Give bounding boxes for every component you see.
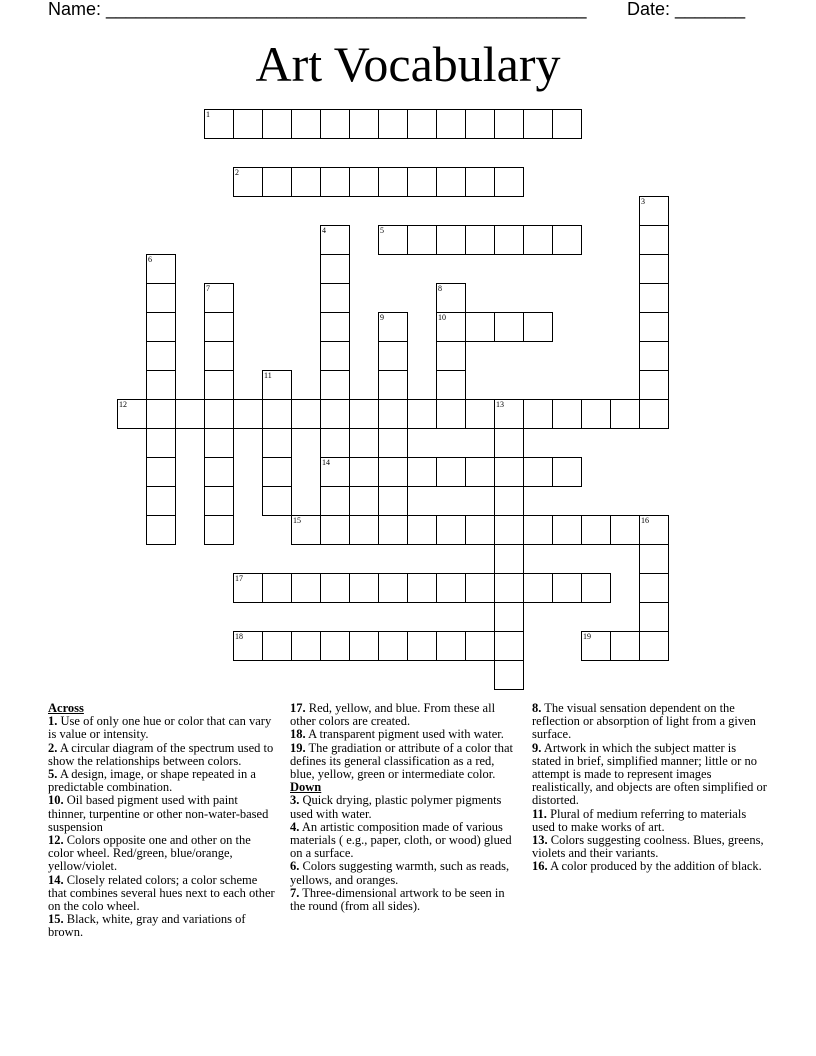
grid-cell[interactable] — [378, 573, 408, 603]
grid-cell[interactable] — [494, 428, 524, 458]
grid-cell[interactable] — [639, 225, 669, 255]
clue-across-17: 17. Red, yellow, and blue. From these all other colors are created. — [290, 701, 496, 729]
grid-cell[interactable] — [262, 370, 292, 400]
grid-cell[interactable] — [436, 573, 466, 603]
grid-cell[interactable] — [146, 428, 176, 458]
grid-cell[interactable] — [378, 515, 408, 545]
grid-cell[interactable] — [233, 167, 263, 197]
grid-cell[interactable] — [494, 109, 524, 139]
grid-cell[interactable] — [320, 283, 350, 313]
grid-cell[interactable] — [320, 486, 350, 516]
grid-cell[interactable] — [610, 399, 640, 429]
grid-cell[interactable] — [436, 225, 466, 255]
grid-cell[interactable] — [523, 225, 553, 255]
grid-cell[interactable] — [233, 109, 263, 139]
grid-cell[interactable] — [378, 312, 408, 342]
grid-cell[interactable] — [349, 631, 379, 661]
cell-number: 1 — [206, 110, 210, 119]
grid-cell[interactable] — [494, 631, 524, 661]
grid-cell[interactable] — [639, 544, 669, 574]
grid-cell[interactable] — [465, 573, 495, 603]
grid-cell[interactable] — [610, 515, 640, 545]
grid-cell[interactable] — [639, 312, 669, 342]
grid-cell[interactable] — [378, 486, 408, 516]
grid-cell[interactable] — [465, 631, 495, 661]
grid-cell[interactable] — [436, 631, 466, 661]
grid-cell[interactable] — [407, 167, 437, 197]
grid-cell[interactable] — [523, 515, 553, 545]
grid-cell[interactable] — [204, 515, 234, 545]
grid-cell[interactable] — [523, 573, 553, 603]
grid-cell[interactable] — [262, 631, 292, 661]
grid-cell[interactable] — [407, 225, 437, 255]
grid-cell[interactable] — [523, 399, 553, 429]
clue-across-19: 19. The gradiation or attribute of a color that defines its general classification as a red, blue, yellow, green or intermediate color. — [290, 740, 513, 782]
cell-number: 9 — [380, 313, 384, 322]
grid-cell[interactable] — [291, 573, 321, 603]
grid-cell[interactable] — [494, 573, 524, 603]
grid-cell[interactable] — [146, 515, 176, 545]
grid-cell[interactable] — [204, 283, 234, 313]
grid-cell[interactable] — [436, 283, 466, 313]
grid-cell[interactable] — [262, 428, 292, 458]
cell-number: 6 — [148, 255, 152, 264]
clue-down-7: 7. Three-dimensional artwork to be seen in the round (from all sides). — [290, 885, 505, 914]
grid-cell[interactable] — [291, 167, 321, 197]
grid-cell[interactable] — [320, 225, 350, 255]
grid-cell[interactable] — [320, 312, 350, 342]
grid-cell[interactable] — [233, 573, 263, 603]
grid-cell[interactable] — [552, 225, 582, 255]
grid-cell[interactable] — [407, 457, 437, 487]
grid-cell[interactable] — [349, 167, 379, 197]
grid-cell[interactable] — [146, 283, 176, 313]
grid-cell[interactable] — [436, 457, 466, 487]
cell-number: 5 — [380, 226, 384, 235]
grid-cell[interactable] — [204, 341, 234, 371]
clue-across-14: 14. Closely related colors; a color scheme that combines several hues next to each other on the colo wheel. — [48, 872, 275, 914]
clue-down-13: 13. Colors suggesting coolness. Blues, greens, violets and their variants. — [532, 833, 764, 861]
grid-cell[interactable] — [465, 225, 495, 255]
grid-cell[interactable] — [378, 167, 408, 197]
grid-cell[interactable] — [552, 573, 582, 603]
grid-cell[interactable] — [581, 573, 611, 603]
grid-cell[interactable] — [349, 573, 379, 603]
cell-number: 7 — [206, 284, 210, 293]
grid-cell[interactable] — [378, 428, 408, 458]
grid-cell[interactable] — [436, 370, 466, 400]
clue-down-11: 11. Plural of medium referring to materials used to make works of art. — [532, 806, 747, 834]
grid-cell[interactable] — [436, 109, 466, 139]
grid-cell[interactable] — [146, 254, 176, 284]
clue-down-9: 9. Artwork in which the subject matter is stated in brief, simplified manner; little or no attempt is made to represent images realistically, and objects are often simplified or distorted. — [532, 740, 767, 808]
clue-column-1 — [48, 702, 278, 940]
grid-cell[interactable] — [581, 515, 611, 545]
grid-cell[interactable] — [523, 312, 553, 342]
grid-cell[interactable] — [639, 254, 669, 284]
cell-number: 4 — [322, 226, 326, 235]
grid-cell[interactable] — [494, 544, 524, 574]
grid-cell[interactable] — [639, 573, 669, 603]
grid-cell[interactable] — [581, 631, 611, 661]
grid-cell[interactable] — [639, 370, 669, 400]
grid-cell[interactable] — [204, 312, 234, 342]
grid-cell[interactable] — [262, 167, 292, 197]
grid-cell[interactable] — [233, 399, 263, 429]
grid-cell[interactable] — [320, 457, 350, 487]
grid-cell[interactable] — [146, 399, 176, 429]
grid-cell[interactable] — [494, 312, 524, 342]
grid-cell[interactable] — [320, 428, 350, 458]
grid-cell[interactable] — [262, 399, 292, 429]
grid-cell[interactable] — [204, 428, 234, 458]
grid-cell[interactable] — [320, 254, 350, 284]
grid-cell[interactable] — [291, 109, 321, 139]
grid-cell[interactable] — [465, 515, 495, 545]
grid-cell[interactable] — [407, 573, 437, 603]
grid-cell[interactable] — [552, 399, 582, 429]
grid-cell[interactable] — [465, 167, 495, 197]
grid-cell[interactable] — [320, 370, 350, 400]
grid-cell[interactable] — [117, 399, 147, 429]
grid-cell[interactable] — [262, 573, 292, 603]
grid-cell[interactable] — [349, 457, 379, 487]
grid-cell[interactable] — [146, 312, 176, 342]
grid-cell[interactable] — [407, 109, 437, 139]
grid-cell[interactable] — [639, 399, 669, 429]
clue-across-15: 15. Black, white, gray and variations of brown. — [48, 912, 246, 940]
grid-cell[interactable] — [639, 196, 669, 226]
grid-cell[interactable] — [494, 486, 524, 516]
grid-cell[interactable] — [378, 225, 408, 255]
grid-cell[interactable] — [494, 399, 524, 429]
grid-cell[interactable] — [378, 370, 408, 400]
grid-cell[interactable] — [639, 341, 669, 371]
grid-cell[interactable] — [204, 109, 234, 139]
grid-cell[interactable] — [436, 399, 466, 429]
grid-cell[interactable] — [320, 631, 350, 661]
grid-cell[interactable] — [262, 457, 292, 487]
cell-number: 17 — [235, 574, 243, 583]
grid-cell[interactable] — [552, 109, 582, 139]
grid-cell[interactable] — [552, 515, 582, 545]
clue-down-3: 3. Quick drying, plastic polymer pigments used with water. — [290, 793, 502, 821]
grid-cell[interactable] — [639, 631, 669, 661]
grid-cell[interactable] — [146, 457, 176, 487]
grid-cell[interactable] — [146, 486, 176, 516]
grid-cell[interactable] — [581, 399, 611, 429]
cell-number: 11 — [264, 371, 272, 380]
grid-cell[interactable] — [494, 515, 524, 545]
cell-number: 3 — [641, 197, 645, 206]
clue-across-12: 12. Colors opposite one and other on the color wheel. Red/green, blue/orange, yellow/violet. — [48, 833, 251, 874]
grid-cell[interactable] — [320, 167, 350, 197]
grid-cell[interactable] — [349, 515, 379, 545]
clue-across-18: 18. A transparent pigment used with water. — [290, 727, 504, 742]
grid-cell[interactable] — [552, 457, 582, 487]
grid-cell[interactable] — [436, 312, 466, 342]
grid-cell[interactable] — [320, 399, 350, 429]
grid-cell[interactable] — [204, 486, 234, 516]
grid-cell[interactable] — [465, 312, 495, 342]
cell-number: 13 — [496, 400, 504, 409]
cell-number: 8 — [438, 284, 442, 293]
grid-cell[interactable] — [378, 399, 408, 429]
grid-cell[interactable] — [320, 573, 350, 603]
grid-cell[interactable] — [349, 399, 379, 429]
grid-cell[interactable] — [378, 341, 408, 371]
grid-cell[interactable] — [639, 602, 669, 632]
cell-number: 15 — [293, 516, 301, 525]
clue-across-1: 1. Use of only one hue or color that can vary is value or intensity. — [48, 714, 272, 742]
clue-down-8: 8. The visual sensation dependent on the reflection or absorption of light from a given surface. — [532, 701, 756, 742]
grid-cell[interactable] — [320, 515, 350, 545]
grid-cell[interactable] — [494, 602, 524, 632]
grid-cell[interactable] — [523, 457, 553, 487]
cell-number: 2 — [235, 168, 239, 177]
grid-cell[interactable] — [204, 399, 234, 429]
grid-cell[interactable] — [378, 457, 408, 487]
grid-cell[interactable] — [523, 109, 553, 139]
grid-cell[interactable] — [204, 370, 234, 400]
grid-cell[interactable] — [639, 515, 669, 545]
grid-cell[interactable] — [320, 341, 350, 371]
grid-cell[interactable] — [407, 515, 437, 545]
cell-number: 10 — [438, 313, 446, 322]
grid-cell[interactable] — [610, 631, 640, 661]
grid-cell[interactable] — [436, 515, 466, 545]
grid-cell[interactable] — [378, 631, 408, 661]
date-label: Date: _______ — [627, 0, 746, 19]
name-label: Name: ________________________________________________ — [48, 0, 587, 19]
grid-cell[interactable] — [291, 399, 321, 429]
grid-cell[interactable] — [146, 370, 176, 400]
clue-column-2 — [290, 702, 518, 913]
grid-cell[interactable] — [146, 341, 176, 371]
grid-cell[interactable] — [465, 399, 495, 429]
clue-column-3 — [532, 702, 768, 874]
grid-cell[interactable] — [407, 631, 437, 661]
grid-cell[interactable] — [494, 167, 524, 197]
grid-cell[interactable] — [262, 486, 292, 516]
across-heading: Across — [48, 701, 84, 715]
cell-number: 16 — [641, 516, 649, 525]
grid-cell[interactable] — [320, 109, 350, 139]
clue-down-6: 6. Colors suggesting warmth, such as reads, yellows, and oranges. — [290, 859, 510, 887]
grid-cell[interactable] — [349, 109, 379, 139]
grid-cell[interactable] — [378, 109, 408, 139]
cell-number: 14 — [322, 458, 330, 467]
grid-cell[interactable] — [639, 283, 669, 313]
grid-cell[interactable] — [291, 631, 321, 661]
down-heading: Down — [290, 780, 322, 795]
grid-cell[interactable] — [494, 225, 524, 255]
cell-number: 19 — [583, 632, 591, 641]
grid-cell[interactable] — [233, 631, 263, 661]
grid-cell[interactable] — [407, 399, 437, 429]
grid-cell[interactable] — [175, 399, 205, 429]
grid-cell[interactable] — [262, 109, 292, 139]
clue-across-10: 10. Oil based pigment used with paint thinner, turpentine or other non-water-based suspension — [48, 793, 269, 834]
grid-cell[interactable] — [494, 660, 524, 690]
clue-down-16: 16. A color produced by the addition of black. — [532, 859, 762, 874]
grid-cell[interactable] — [436, 341, 466, 371]
clue-down-4: 4. An artistic composition made of various materials ( e.g., paper, cloth, or wood) glued on a surface. — [290, 819, 512, 861]
grid-cell[interactable] — [291, 515, 321, 545]
cell-number: 12 — [119, 400, 127, 409]
grid-cell[interactable] — [465, 109, 495, 139]
grid-cell[interactable] — [436, 167, 466, 197]
grid-cell[interactable] — [465, 457, 495, 487]
clue-across-5: 5. A design, image, or shape repeated in a predictable combination. — [48, 767, 256, 795]
grid-cell[interactable] — [494, 457, 524, 487]
clue-across-2: 2. A circular diagram of the spectrum used to show the relationships between colors. — [48, 740, 274, 768]
cell-number: 18 — [235, 632, 243, 641]
grid-cell[interactable] — [204, 457, 234, 487]
page-title: Art Vocabulary — [255, 36, 561, 92]
